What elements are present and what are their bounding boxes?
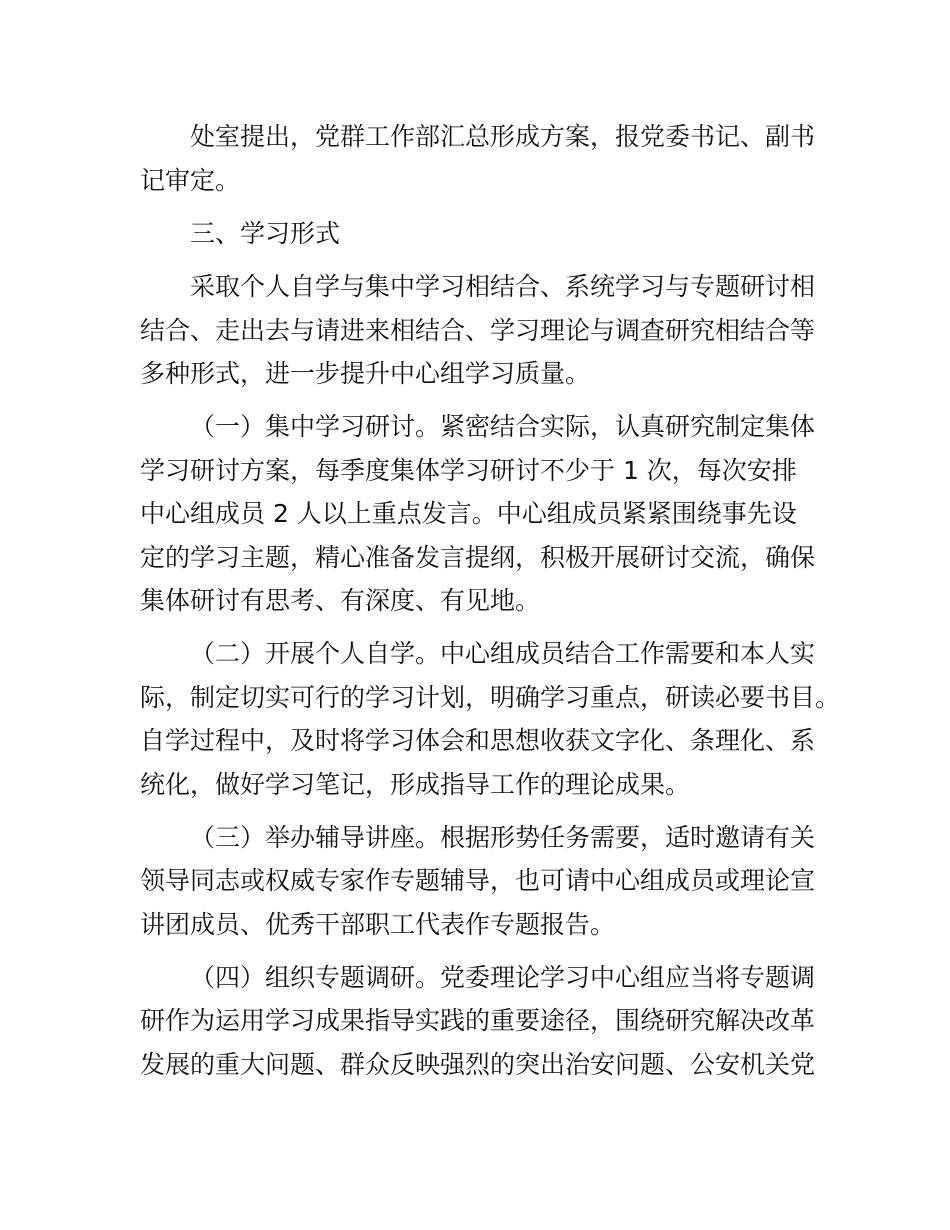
text-line: 采取个人自学与集中学习相结合、系统学习与专题研讨相 — [190, 272, 816, 301]
text-line: 领导同志或权威专家作专题辅导，也可请中心组成员或理论宣 — [140, 866, 816, 895]
text-line: 统化，做好学习笔记，形成指导工作的理论成果。 — [140, 770, 691, 799]
text-line: 际，制定切实可行的学习计划，明确学习重点，研读必要书目。 — [140, 683, 841, 712]
text-line: 研作为运用学习成果指导实践的重要途径，围绕研究解决改革 — [140, 1006, 816, 1035]
text-line: 处室提出，党群工作部汇总形成方案，报党委书记、副书 — [190, 122, 816, 151]
text-line: （三）举办辅导讲座。根据形势任务需要，适时邀请有关 — [190, 823, 816, 852]
text-line: （一）集中学习研讨。紧密结合实际，认真研究制定集体 — [190, 412, 816, 441]
text-line: 结合、走出去与请进来相结合、学习理论与调查研究相结合等 — [140, 316, 816, 345]
section-heading: 三、学习形式 — [190, 219, 341, 248]
text-line: 自学过程中，及时将学习体会和思想收获文字化、条理化、系 — [140, 726, 816, 755]
text-line: 讲团成员、优秀干部职工代表作专题报告。 — [140, 910, 616, 939]
text-line: 集体研讨有思考、有深度、有见地。 — [140, 586, 541, 615]
text-line: 学习研讨方案，每季度集体学习研讨不少于 1 次，每次安排 — [140, 456, 797, 485]
text-line: 定的学习主题，精心准备发言提纲，积极开展研讨交流，确保 — [140, 543, 816, 572]
text-line: （四）组织专题调研。党委理论学习中心组应当将专题调 — [190, 963, 816, 992]
text-line: 多种形式，进一步提升中心组学习质量。 — [140, 359, 591, 388]
text-line: 记审定。 — [140, 166, 241, 195]
text-line: 中心组成员 2 人以上重点发言。中心组成员紧紧围绕事先设 — [140, 499, 797, 528]
text-line: 发展的重大问题、群众反映强烈的突出治安问题、公安机关党 — [140, 1050, 816, 1079]
text-line: （二）开展个人自学。中心组成员结合工作需要和本人实 — [190, 639, 816, 668]
